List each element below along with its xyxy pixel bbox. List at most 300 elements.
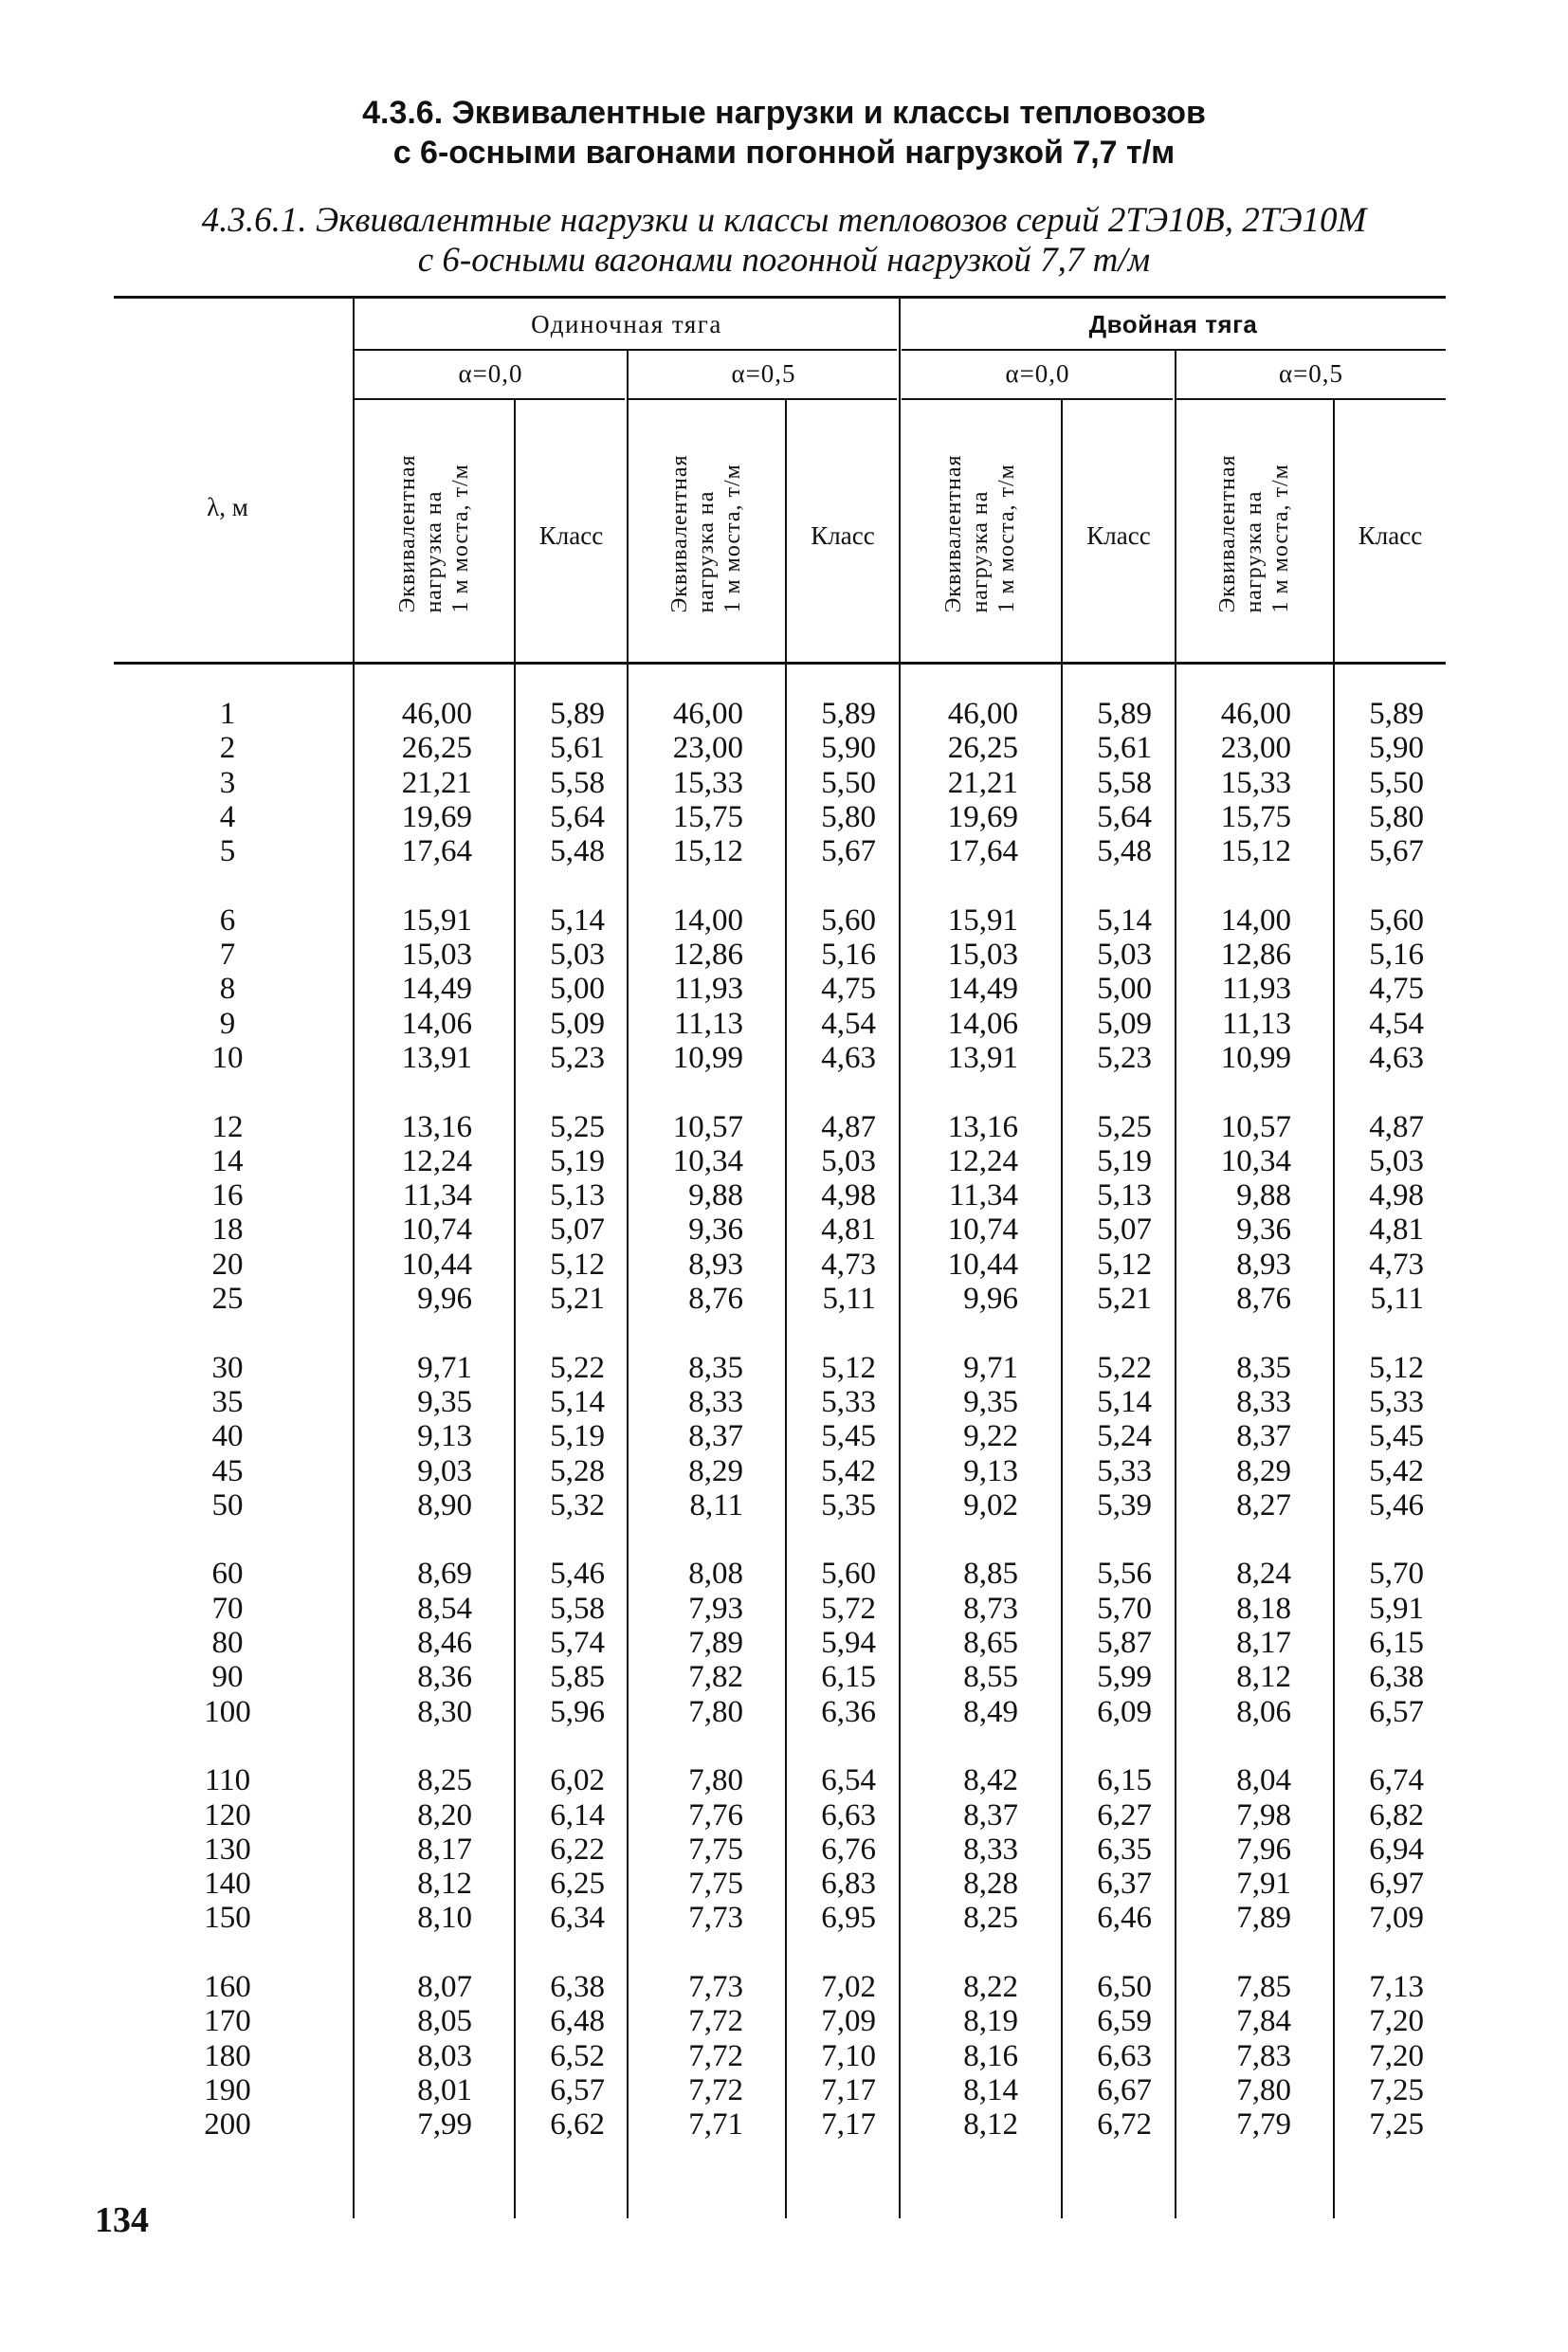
table-cell: 14,00	[1220, 903, 1291, 938]
table-cell: 8,17	[1236, 1626, 1291, 1661]
table-cell: 180	[204, 2038, 251, 2073]
table-cell: 110	[204, 1763, 251, 1798]
alpha-rule-1	[353, 398, 625, 400]
table-cell: 6,22	[550, 1832, 605, 1867]
column-rule	[353, 296, 355, 2218]
table-cell: 10,34	[1220, 1143, 1291, 1178]
single-a0-class-column	[520, 697, 605, 2142]
table-cell: 7,98	[1236, 1797, 1291, 1832]
column-rule	[627, 351, 629, 2218]
table-cell: 14,06	[401, 1006, 472, 1041]
table-cell: 7,25	[1369, 2072, 1424, 2107]
table-cell: 6,15	[821, 1660, 876, 1695]
alpha-header-single-0: α=0,0	[458, 359, 523, 388]
column-rule	[1061, 398, 1063, 2218]
table-cell: 46,00	[672, 697, 743, 731]
table-cell: 6,52	[550, 2038, 605, 2073]
row-group-gap	[142, 1729, 313, 1763]
table-cell: 7,72	[688, 2038, 743, 2073]
alpha-rule-4	[1176, 398, 1446, 400]
table-cell: 6,94	[1369, 1832, 1424, 1867]
table-cell: 5,58	[550, 1591, 605, 1626]
class-header: Класс	[1086, 521, 1151, 550]
table-cell: 6,83	[821, 1867, 876, 1902]
double-traction-header: Двойная тяга	[1088, 310, 1258, 338]
table-cell: 8,20	[417, 1797, 472, 1832]
table-cell: 8,25	[417, 1763, 472, 1798]
table-cell: 200	[204, 2107, 251, 2142]
table-cell: 5,60	[821, 1557, 876, 1592]
table-cell: 8,90	[417, 1487, 472, 1522]
table-cell: 7,89	[688, 1626, 743, 1661]
table-cell: 8,07	[417, 1969, 472, 2004]
table-cell: 10,99	[1220, 1040, 1291, 1075]
table-cell: 5,85	[550, 1660, 605, 1695]
table-cell: 9,02	[963, 1487, 1018, 1522]
table-cell: 5,94	[821, 1626, 876, 1661]
table-cell: 7,73	[688, 1901, 743, 1936]
table-cell: 8,37	[688, 1419, 743, 1454]
table-cell: 23,00	[672, 731, 743, 766]
table-cell: 6,15	[1369, 1626, 1424, 1661]
table-cell: 5,58	[550, 765, 605, 800]
table-cell: 5,89	[821, 697, 876, 731]
table-cell: 8,16	[963, 2038, 1018, 2073]
table-cell: 8,04	[1236, 1763, 1291, 1798]
table-cell: 6,76	[821, 1832, 876, 1867]
table-cell: 5,87	[1097, 1626, 1152, 1661]
table-cell: 5,23	[1097, 1040, 1152, 1075]
table-cell: 11,34	[948, 1178, 1018, 1213]
table-cell: 6,82	[1369, 1797, 1424, 1832]
table-cell: 5,11	[822, 1282, 876, 1317]
table-cell: 11,93	[1221, 972, 1291, 1007]
row-group-gap	[906, 1075, 1018, 1109]
row-group-gap	[906, 868, 1018, 903]
row-group-gap	[791, 868, 876, 903]
table-cell: 6	[219, 903, 236, 938]
table-cell: 7,79	[1236, 2107, 1291, 2142]
table-cell: 4,73	[821, 1247, 876, 1282]
table-cell: 8,37	[963, 1797, 1018, 1832]
table-cell: 6,48	[550, 2004, 605, 2039]
table-cell: 11,13	[673, 1006, 743, 1041]
row-group-gap	[791, 1316, 876, 1350]
table-cell: 8,37	[1236, 1419, 1291, 1454]
table-cell: 6,36	[821, 1694, 876, 1729]
table-cell: 10	[211, 1040, 244, 1075]
table-cell: 5,58	[1097, 765, 1152, 800]
table-cell: 19,69	[947, 799, 1018, 834]
table-cell: 7,85	[1236, 1969, 1291, 2004]
table-cell: 8,33	[688, 1384, 743, 1419]
table-cell: 5,09	[1097, 1006, 1152, 1041]
table-cell: 5,14	[1097, 903, 1152, 938]
table-cell: 5,07	[1097, 1212, 1152, 1248]
table-cell: 15,12	[672, 834, 743, 869]
table-cell: 5,12	[1097, 1247, 1152, 1282]
row-group-gap	[1181, 1075, 1291, 1109]
table-cell: 5,07	[550, 1212, 605, 1248]
column-rule	[1175, 351, 1176, 2218]
table-cell: 5,19	[550, 1143, 605, 1178]
table-cell: 17,64	[947, 834, 1018, 869]
table-cell: 5,21	[550, 1282, 605, 1317]
table-cell: 13,91	[401, 1040, 472, 1075]
equiv-load-header: Эквивалентная нагрузка на 1 м моста, т/м	[1215, 454, 1293, 613]
table-cell: 6,27	[1097, 1797, 1152, 1832]
table-cell: 5,14	[550, 1384, 605, 1419]
table-cell: 6,09	[1097, 1694, 1152, 1729]
table-cell: 7,72	[688, 2004, 743, 2039]
table-cell: 8,69	[417, 1557, 472, 1592]
table-cell: 15,75	[672, 799, 743, 834]
table-cell: 5,12	[1369, 1350, 1424, 1385]
row-group-gap	[1339, 1936, 1424, 1970]
table-cell: 5,64	[550, 799, 605, 834]
table-cell: 90	[211, 1660, 244, 1695]
table-cell: 5,33	[1097, 1453, 1152, 1488]
table-cell: 15,75	[1220, 799, 1291, 834]
table-cell: 5,03	[1097, 938, 1152, 973]
table-cell: 5,42	[1369, 1453, 1424, 1488]
table-cell: 46,00	[947, 697, 1018, 731]
table-cell: 9,35	[963, 1384, 1018, 1419]
row-group-gap	[633, 868, 743, 903]
row-group-gap	[1181, 1522, 1291, 1557]
table-cell: 7,83	[1236, 2038, 1291, 2073]
table-cell: 4,54	[821, 1006, 876, 1041]
table-cell: 46,00	[1220, 697, 1291, 731]
table-cell: 8,18	[1236, 1591, 1291, 1626]
table-cell: 7,20	[1369, 2004, 1424, 2039]
table-cell: 7,02	[821, 1969, 876, 2004]
table-cell: 8,11	[689, 1487, 743, 1522]
alpha-header-double-5: α=0,5	[1278, 359, 1344, 388]
table-cell: 6,50	[1097, 1969, 1152, 2004]
table-cell: 7,75	[688, 1832, 743, 1867]
row-group-gap	[906, 1936, 1018, 1970]
table-cell: 5,03	[821, 1143, 876, 1178]
table-cell: 5,33	[821, 1384, 876, 1419]
table-cell: 45	[211, 1453, 244, 1488]
table-cell: 5,99	[1097, 1660, 1152, 1695]
table-cell: 5,50	[821, 765, 876, 800]
table-cell: 7,80	[688, 1694, 743, 1729]
table-cell: 14,49	[947, 972, 1018, 1007]
table-cell: 5,46	[1369, 1487, 1424, 1522]
row-group-gap	[1181, 1316, 1291, 1350]
table-cell: 5,89	[1369, 697, 1424, 731]
table-cell: 5,23	[550, 1040, 605, 1075]
table-cell: 70	[211, 1591, 244, 1626]
table-cell: 13,16	[401, 1109, 472, 1144]
table-cell: 5,56	[1097, 1557, 1152, 1592]
table-cell: 4,98	[821, 1178, 876, 1213]
table-cell: 5,25	[550, 1109, 605, 1144]
table-cell: 5,89	[550, 697, 605, 731]
table-cell: 10,74	[947, 1212, 1018, 1248]
table-cell: 8,93	[1236, 1247, 1291, 1282]
table-cell: 7,93	[688, 1591, 743, 1626]
row-group-gap	[1067, 1075, 1152, 1109]
table-cell: 130	[204, 1832, 251, 1867]
table-cell: 6,02	[550, 1763, 605, 1798]
table-cell: 5	[219, 834, 236, 869]
table-cell: 14,06	[947, 1006, 1018, 1041]
row-group-gap	[1067, 1316, 1152, 1350]
table-cell: 9,88	[688, 1178, 743, 1213]
table-cell: 5,48	[550, 834, 605, 869]
row-group-gap	[906, 1729, 1018, 1763]
table-cell: 1	[219, 697, 236, 731]
table-cell: 4,98	[1369, 1178, 1424, 1213]
table-cell: 5,70	[1097, 1591, 1152, 1626]
table-cell: 4,87	[821, 1109, 876, 1144]
table-cell: 6,63	[1097, 2038, 1152, 2073]
table-cell: 7,17	[821, 2072, 876, 2107]
single-a5-class-column	[791, 697, 876, 2142]
row-group-gap	[520, 1936, 605, 1970]
table-cell: 20	[211, 1247, 244, 1282]
table-cell: 8,55	[963, 1660, 1018, 1695]
row-group-gap	[1181, 1729, 1291, 1763]
table-cell: 15,91	[947, 903, 1018, 938]
table-cell: 5,25	[1097, 1109, 1152, 1144]
row-group-gap	[633, 1316, 743, 1350]
table-cell: 7,82	[688, 1660, 743, 1695]
alpha-rule-2	[629, 398, 897, 400]
table-cell: 160	[204, 1969, 251, 2004]
table-cell: 10,57	[672, 1109, 743, 1144]
table-cell: 9,36	[688, 1212, 743, 1248]
table-cell: 50	[211, 1487, 244, 1522]
table-cell: 5,32	[550, 1487, 605, 1522]
table-cell: 5,60	[821, 903, 876, 938]
table-cell: 6,62	[550, 2107, 605, 2142]
table-cell: 7,09	[1369, 1901, 1424, 1936]
row-group-gap	[142, 868, 313, 903]
table-cell: 8,17	[417, 1832, 472, 1867]
table-cell: 6,37	[1097, 1867, 1152, 1902]
table-cell: 6,59	[1097, 2004, 1152, 2039]
table-cell: 35	[211, 1384, 244, 1419]
single-a0-load-column	[360, 697, 472, 2142]
row-group-gap	[360, 1522, 472, 1557]
row-group-gap	[906, 1522, 1018, 1557]
table-cell: 8,33	[1236, 1384, 1291, 1419]
table-cell: 5,45	[821, 1419, 876, 1454]
table-cell: 4,87	[1369, 1109, 1424, 1144]
double-a5-load-column	[1181, 697, 1291, 2142]
row-group-gap	[520, 868, 605, 903]
table-cell: 5,72	[821, 1591, 876, 1626]
table-cell: 8,36	[417, 1660, 472, 1695]
table-cell: 5,14	[550, 903, 605, 938]
table-cell: 6,38	[550, 1969, 605, 2004]
row-group-gap	[633, 1936, 743, 1970]
table-cell: 5,61	[550, 731, 605, 766]
header-bottom-rule	[114, 662, 1446, 665]
row-group-gap	[520, 1075, 605, 1109]
row-group-gap	[791, 1075, 876, 1109]
table-cell: 9,96	[963, 1282, 1018, 1317]
table-caption-line1: 4.3.6.1. Эквивалентные нагрузки и классы тепловозов серий 2ТЭ10В, 2ТЭ10М	[201, 201, 1367, 240]
table-cell: 4	[219, 799, 236, 834]
table-cell: 8,65	[963, 1626, 1018, 1661]
table-cell: 5,12	[550, 1247, 605, 1282]
table-cell: 5,50	[1369, 765, 1424, 800]
table-cell: 11,34	[402, 1178, 472, 1213]
single-a5-load-column	[633, 697, 743, 2142]
table-cell: 5,91	[1369, 1591, 1424, 1626]
table-cell: 9	[219, 1006, 236, 1041]
table-cell: 5,67	[821, 834, 876, 869]
table-cell: 5,03	[550, 938, 605, 973]
table-cell: 8,76	[688, 1282, 743, 1317]
group-rule-single	[353, 349, 897, 351]
table-cell: 7	[219, 938, 236, 973]
row-group-gap	[1339, 1075, 1424, 1109]
table-cell: 10,57	[1220, 1109, 1291, 1144]
table-cell: 4,75	[1369, 972, 1424, 1007]
table-cell: 8,25	[963, 1901, 1018, 1936]
row-group-gap	[1339, 1316, 1424, 1350]
table-cell: 170	[204, 2004, 251, 2039]
table-cell: 4,73	[1369, 1247, 1424, 1282]
table-cell: 7,75	[688, 1867, 743, 1902]
table-cell: 190	[204, 2072, 251, 2107]
table-cell: 13,91	[947, 1040, 1018, 1075]
table-cell: 5,19	[1097, 1143, 1152, 1178]
table-cell: 8,08	[688, 1557, 743, 1592]
table-cell: 4,81	[821, 1212, 876, 1248]
table-cell: 14	[211, 1143, 244, 1178]
table-caption-line2: с 6-осными вагонами погонной нагрузкой 7,7 т/м	[417, 241, 1151, 280]
table-cell: 14,49	[401, 972, 472, 1007]
table-cell: 10,74	[401, 1212, 472, 1248]
table-cell: 5,90	[821, 731, 876, 766]
table-cell: 5,64	[1097, 799, 1152, 834]
row-group-gap	[142, 1936, 313, 1970]
table-cell: 5,28	[550, 1453, 605, 1488]
table-cell: 26,25	[947, 731, 1018, 766]
table-cell: 8,05	[417, 2004, 472, 2039]
table-cell: 8,46	[417, 1626, 472, 1661]
table-cell: 23,00	[1220, 731, 1291, 766]
table-cell: 10,99	[672, 1040, 743, 1075]
row-group-gap	[1181, 1936, 1291, 1970]
table-cell: 5,35	[821, 1487, 876, 1522]
table-cell: 7,91	[1236, 1867, 1291, 1902]
table-cell: 5,19	[550, 1419, 605, 1454]
row-group-gap	[1339, 1522, 1424, 1557]
table-cell: 9,71	[963, 1350, 1018, 1385]
table-cell: 60	[211, 1557, 244, 1592]
row-group-gap	[906, 1316, 1018, 1350]
row-group-gap	[360, 1729, 472, 1763]
table-cell: 6,72	[1097, 2107, 1152, 2142]
table-cell: 6,57	[1369, 1694, 1424, 1729]
table-cell: 9,03	[417, 1453, 472, 1488]
table-cell: 6,38	[1369, 1660, 1424, 1695]
table-cell: 8,06	[1236, 1694, 1291, 1729]
table-cell: 8,93	[688, 1247, 743, 1282]
table-cell: 8,28	[963, 1867, 1018, 1902]
table-cell: 7,73	[688, 1969, 743, 2004]
table-cell: 5,80	[821, 799, 876, 834]
table-cell: 15,33	[672, 765, 743, 800]
table-cell: 5,46	[550, 1557, 605, 1592]
section-heading-line2: с 6-осными вагонами погонной нагрузкой 7,7 т/м	[392, 135, 1176, 171]
equiv-load-header: Эквивалентная нагрузка на 1 м моста, т/м	[667, 454, 745, 613]
table-cell: 5,74	[550, 1626, 605, 1661]
table-cell: 5,22	[550, 1350, 605, 1385]
row-group-gap	[520, 1522, 605, 1557]
table-cell: 8,29	[688, 1453, 743, 1488]
table-cell: 7,25	[1369, 2107, 1424, 2142]
table-cell: 9,71	[417, 1350, 472, 1385]
table-cell: 12,24	[947, 1143, 1018, 1178]
row-group-gap	[791, 1936, 876, 1970]
table-cell: 6,97	[1369, 1867, 1424, 1902]
table-cell: 7,80	[688, 1763, 743, 1798]
table-cell: 8,01	[417, 2072, 472, 2107]
table-cell: 6,74	[1369, 1763, 1424, 1798]
table-cell: 6,34	[550, 1901, 605, 1936]
table-cell: 12,24	[401, 1143, 472, 1178]
table-cell: 21,21	[947, 765, 1018, 800]
table-cell: 46,00	[401, 697, 472, 731]
row-group-gap	[1067, 868, 1152, 903]
table-cell: 17,64	[401, 834, 472, 869]
table-cell: 6,25	[550, 1867, 605, 1902]
table-cell: 15,33	[1220, 765, 1291, 800]
table-cell: 16	[211, 1178, 244, 1213]
table-cell: 5,96	[550, 1694, 605, 1729]
table-cell: 11,13	[1221, 1006, 1291, 1041]
row-group-gap	[360, 1936, 472, 1970]
table-cell: 9,13	[963, 1453, 1018, 1488]
table-cell: 7,10	[821, 2038, 876, 2073]
table-cell: 5,90	[1369, 731, 1424, 766]
section-heading-line1: 4.3.6. Эквивалентные нагрузки и классы тепловозов	[362, 95, 1206, 131]
table-cell: 6,15	[1097, 1763, 1152, 1798]
table-cell: 5,12	[821, 1350, 876, 1385]
table-cell: 8,85	[963, 1557, 1018, 1592]
table-cell: 8,27	[1236, 1487, 1291, 1522]
row-group-gap	[1339, 868, 1424, 903]
table-cell: 5,14	[1097, 1384, 1152, 1419]
column-rule	[785, 398, 787, 2218]
table-cell: 5,60	[1369, 903, 1424, 938]
table-cell: 8,24	[1236, 1557, 1291, 1592]
table-cell: 6,14	[550, 1797, 605, 1832]
table-cell: 12	[211, 1109, 244, 1144]
group-rule-double	[902, 349, 1446, 351]
row-group-gap	[633, 1522, 743, 1557]
class-header: Класс	[1358, 521, 1423, 550]
row-group-gap	[142, 1316, 313, 1350]
table-cell: 6,35	[1097, 1832, 1152, 1867]
table-cell: 5,13	[1097, 1178, 1152, 1213]
table-cell: 8,35	[688, 1350, 743, 1385]
table-cell: 140	[204, 1867, 251, 1902]
table-cell: 8,42	[963, 1763, 1018, 1798]
table-cell: 8,12	[1236, 1660, 1291, 1695]
table-cell: 19,69	[401, 799, 472, 834]
row-group-gap	[520, 1729, 605, 1763]
